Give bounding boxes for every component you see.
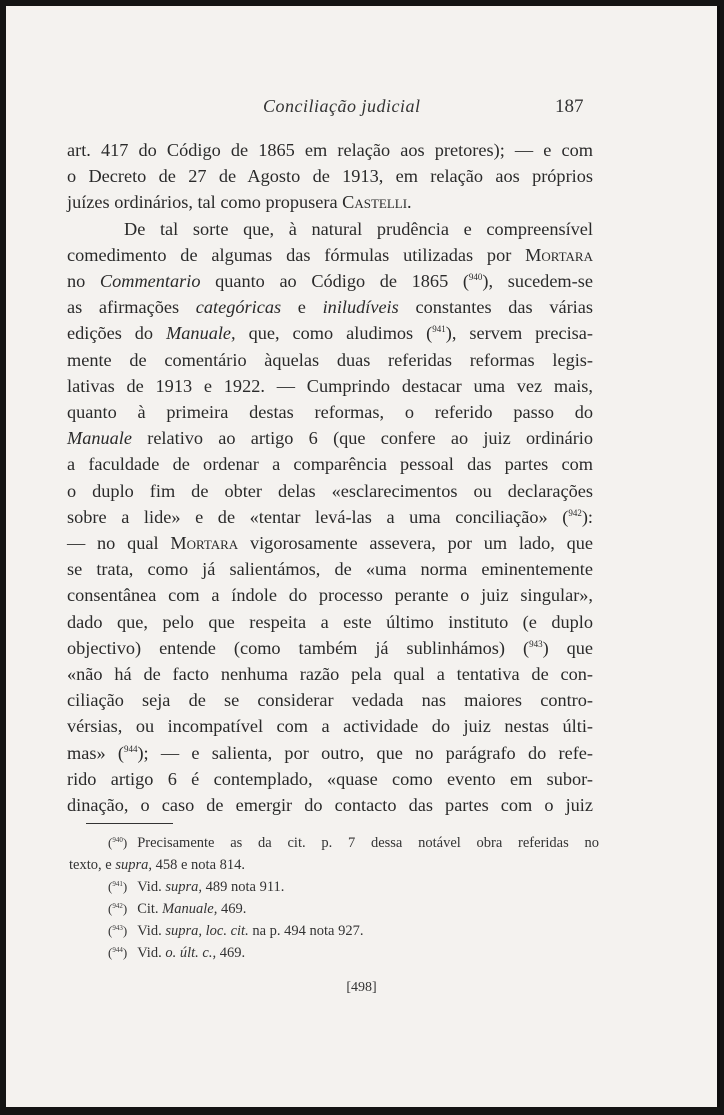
text-line: dado que, pelo que respeita a este último instituto (e duplo xyxy=(67,611,593,632)
text-line: as afirmações categóricas e iniludíveis constantes das várias xyxy=(67,297,593,318)
page-number: 187 xyxy=(555,96,584,117)
text-line: — no qual Mortara vigorosamente assevera, por um lado, que xyxy=(67,533,594,554)
footnote-943: ($^{943}$) Vid. supra, loc. cit. na p. 494 nota 927. xyxy=(108,923,364,939)
italic-title: Commentario xyxy=(99,271,201,292)
text-line: se trata, como já salientámos, de «uma norma eminentemente xyxy=(67,559,593,580)
text-line: consentânea com a índole do processo perante o juiz singular», xyxy=(67,585,593,606)
italic-title: Manuale xyxy=(67,428,132,449)
text-line: dinação, o caso de emergir do contacto das partes com o juiz xyxy=(67,795,593,816)
text-line: juízes ordinários, tal como propusera Castelli. xyxy=(67,192,412,213)
footnote-944: ($^{944}$) Vid. o. últ. c., 469. xyxy=(108,945,246,961)
text-line: mente de comentário àquelas duas referidas reformas legis- xyxy=(67,349,593,370)
text-line: «não há de facto nenhuma razão pela qual a tentativa de con- xyxy=(67,664,593,685)
footnote-940-continuation: texto, e supra, 458 e nota 814. xyxy=(69,857,246,873)
footnote-941: ($^{941}$) Vid. supra, 489 nota 911. xyxy=(108,879,285,895)
author-name: Mortara xyxy=(525,244,593,265)
text-line: o duplo fim de obter delas «esclarecimentos ou declarações xyxy=(67,480,593,501)
book-page xyxy=(6,6,720,1107)
author-name: Mortara xyxy=(170,533,239,554)
text-line: a faculdade de ordenar a comparência pessoal das partes com xyxy=(67,454,593,475)
text-line: no Commentario quanto ao Código de 1865 ($^{940}$), sucedem-se xyxy=(67,271,593,292)
footnote-ref: 941 xyxy=(432,324,446,335)
text-line: rido artigo 6 é contemplado, «quase como evento em subor- xyxy=(67,768,593,789)
footnotes xyxy=(69,832,599,964)
text-line: lativas de 1913 e 1922. — Cumprindo destacar uma vez mais, xyxy=(67,375,593,396)
folio-number: [498] xyxy=(346,980,377,995)
text-line: Manuale relativo ao artigo 6 (que confere ao juiz ordinário xyxy=(67,428,593,449)
author-name: Castelli. xyxy=(342,192,412,213)
footnote-rule xyxy=(86,823,173,824)
body-text xyxy=(67,137,593,818)
footnote-942: ($^{942}$) Cit. Manuale, 469. xyxy=(108,901,247,917)
italic-title: Manuale, xyxy=(166,323,236,344)
footnote-ref: 943 xyxy=(529,638,543,649)
text-line: o Decreto de 27 de Agosto de 1913, em relação aos próprios xyxy=(67,166,593,187)
text-line: quanto à primeira destas reformas, o referido passo do xyxy=(67,402,593,423)
paragraph-start: De tal sorte que, à natural prudência e compreensível xyxy=(124,218,593,239)
text-line: vérsias, ou incompatível com a actividade do juiz nestas últi- xyxy=(67,716,593,737)
footnote-ref: 942 xyxy=(568,507,582,518)
footnote-ref: 940 xyxy=(468,272,483,283)
text-line: objectivo) entende (como também já sublinhámos) ($^{943}$) que xyxy=(67,637,593,658)
text-line: sobre a lide» e de «tentar levá-las a uma conciliação» ($^{942}$): xyxy=(67,506,593,527)
running-title: Conciliação judicial xyxy=(263,96,421,116)
text-line: ciliação seja de se considerar vedada nas maiores contro- xyxy=(67,690,593,711)
footnote-940: ($^{940}$) Precisamente as da cit. p. 7 dessa notável obra referidas no xyxy=(108,835,599,851)
text-line: comedimento de algumas das fórmulas utilizadas por Mortara xyxy=(67,244,593,265)
text-line: mas» ($^{944}$); — e salienta, por outro, que no parágrafo do refe- xyxy=(67,742,593,763)
text-line: art. 417 do Código de 1865 em relação aos pretores); — e com xyxy=(67,140,593,160)
running-head xyxy=(6,96,717,126)
text-line: edições do Manuale, que, como aludimos ($^{941}$), servem precisa- xyxy=(67,323,593,344)
footnote-ref: 944 xyxy=(123,743,138,754)
